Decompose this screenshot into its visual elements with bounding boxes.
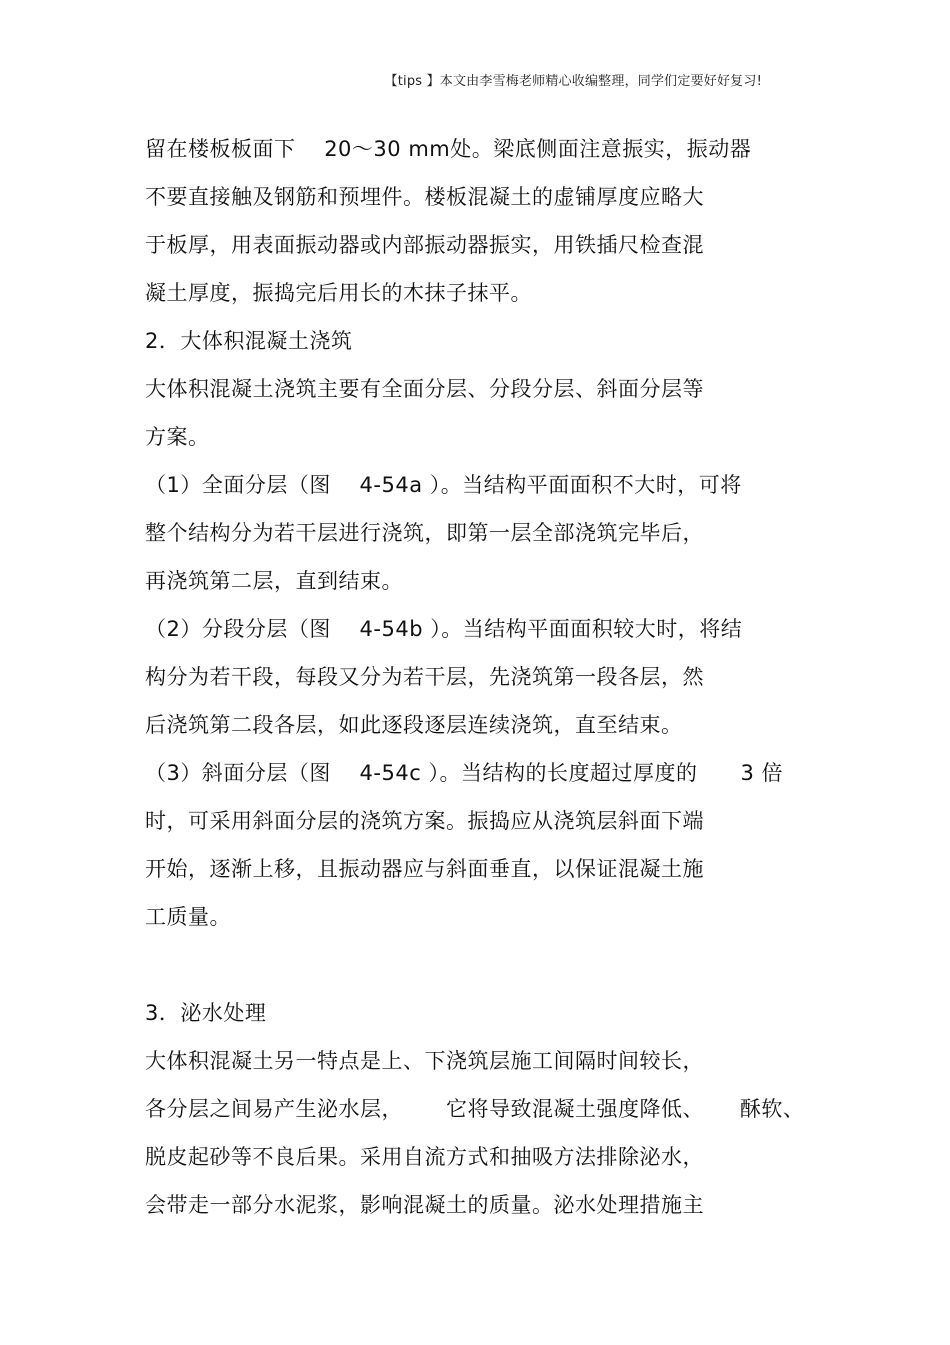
text-line-7: 方案。 bbox=[145, 425, 210, 449]
text-line-16: 开始，逐渐上移，且振动器应与斜面垂直，以保证混凝土施 bbox=[145, 857, 704, 881]
text-line-3: 于板厚，用表面振动器或内部振动器振实，用铁插尺检查混 bbox=[145, 233, 704, 257]
text-line-23: 会带走一部分水泥浆，影响混凝土的质量。泌水处理措施主 bbox=[145, 1193, 704, 1217]
text-line-12: 构分为若干段，每段又分为若干层，先浇筑第一段各层，然 bbox=[145, 665, 704, 689]
text-line-15: 时，可采用斜面分层的浇筑方案。振捣应从浇筑层斜面下端 bbox=[145, 809, 704, 833]
text-line-9: 整个结构分为若干层进行浇筑，即第一层全部浇筑完毕后， bbox=[145, 521, 704, 545]
text-line-20: 大体积混凝土另一特点是上、下浇筑层施工间隔时间较长， bbox=[145, 1049, 704, 1073]
section-heading-mass-concrete: 2．大体积混凝土浇筑 bbox=[145, 329, 353, 353]
section-heading-bleed-water: 3．泌水处理 bbox=[145, 1001, 267, 1025]
text-line-21: 各分层之间易产生泌水层， 它将导致混凝土强度降低、 酥软、 bbox=[145, 1097, 805, 1121]
text-line-8: （1）全面分层（图 4-54a ）。当结构平面面积不大时，可将 bbox=[145, 473, 742, 497]
text-line-11: （2）分段分层（图 4-54b ）。当结构平面面积较大时，将结 bbox=[145, 617, 743, 641]
text-line-2: 不要直接触及钢筋和预埋件。楼板混凝土的虚铺厚度应略大 bbox=[145, 185, 704, 209]
text-line-10: 再浇筑第二层，直到结束。 bbox=[145, 569, 403, 593]
blank-line bbox=[145, 941, 845, 989]
text-line-17: 工质量。 bbox=[145, 905, 231, 929]
text-line-13: 后浇筑第二段各层，如此逐段逐层连续浇筑，直至结束。 bbox=[145, 713, 683, 737]
header-tips-note: 【tips 】本文由李雪梅老师精心收编整理，同学们定要好好复习! bbox=[384, 74, 762, 89]
text-line-14: （3）斜面分层（图 4-54c ）。当结构的长度超过厚度的 3 倍 bbox=[145, 761, 784, 785]
text-line-4: 凝土厚度，振捣完后用长的木抹子抹平。 bbox=[145, 281, 532, 305]
text-line-22: 脱皮起砂等不良后果。采用自流方式和抽吸方法排除泌水， bbox=[145, 1145, 704, 1169]
text-line-1: 留在楼板板面下 20～30 mm处。梁底侧面注意振实，振动器 bbox=[145, 137, 752, 161]
document-body bbox=[145, 125, 845, 1229]
text-line-6: 大体积混凝土浇筑主要有全面分层、分段分层、斜面分层等 bbox=[145, 377, 704, 401]
